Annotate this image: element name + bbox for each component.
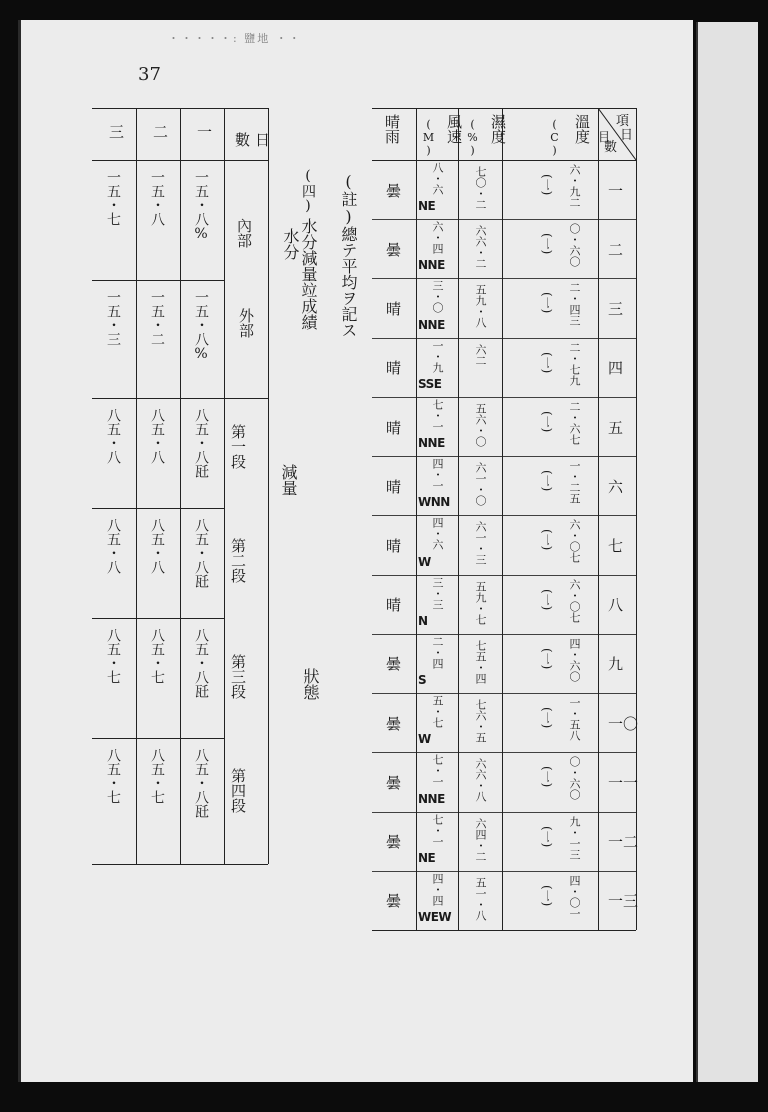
wind-direction: NNE	[418, 258, 445, 273]
wind-direction: NNE	[418, 436, 445, 451]
col-rule	[136, 108, 137, 864]
humidity-value: 七五・四	[474, 639, 487, 684]
temperature-sign: (一)	[540, 884, 554, 907]
row-day: 二	[151, 124, 169, 139]
temperature-value: 六・〇七	[568, 578, 581, 623]
humidity-value: 六二	[474, 343, 487, 366]
temperature-value: 九・一三	[568, 815, 581, 860]
day-label: 七	[608, 537, 624, 555]
group-reduction: 減量	[279, 464, 298, 496]
sub-outer: 外部	[237, 308, 255, 338]
note-averages: (註)總テ平均ヲ記ス	[339, 172, 358, 338]
temperature-value: 四・六〇	[568, 637, 581, 682]
temperature-sign: (一)	[540, 529, 554, 551]
temperature-sign: (一)	[540, 233, 554, 255]
moisture-cell: 一五・三	[105, 290, 121, 346]
col-rule	[224, 108, 225, 864]
corner-left: 數	[604, 140, 618, 155]
wind-direction: W	[418, 732, 431, 747]
table-rule	[92, 398, 224, 399]
row-rule	[372, 930, 636, 931]
table-rule	[372, 160, 636, 161]
humidity-value: 六六・八	[474, 758, 487, 803]
wind-speed: 七・一	[431, 398, 444, 432]
day-label: 一〇	[608, 714, 639, 733]
table-rule	[92, 618, 224, 619]
temperature-value: 二・六七	[568, 400, 581, 445]
humidity-value: 五九・八	[474, 284, 487, 329]
group-moisture: 水分	[281, 228, 300, 260]
table-rule	[92, 738, 224, 739]
weather-value: 曇	[386, 833, 402, 852]
temperature-value: 四・〇一	[568, 874, 581, 919]
group-state: 狀態	[301, 668, 320, 700]
humidity-value: 六一・〇	[474, 462, 487, 507]
temperature-value: 六・九二	[568, 164, 581, 208]
humidity-value: 六六・二	[474, 225, 487, 270]
wind-direction: NE	[418, 850, 436, 865]
header-wind-unit: (M)	[422, 118, 435, 157]
day-label: 一一	[608, 773, 639, 792]
wind-direction: WEW	[418, 910, 452, 924]
row-rule	[372, 515, 636, 516]
humidity-value: 六一・三	[474, 521, 487, 566]
weather-value: 曇	[386, 240, 402, 259]
humidity-value: 七〇・二	[474, 166, 487, 210]
moisture-cell: 八五・八瓩	[193, 748, 209, 818]
weather-value: 晴	[386, 537, 402, 555]
weather-value: 晴	[386, 300, 402, 319]
wind-speed: 四・一	[431, 458, 444, 492]
col-rule	[458, 108, 459, 930]
moisture-cell: 一五・二	[149, 290, 165, 346]
facing-page-edge	[696, 22, 758, 1082]
moisture-cell: 一五・八%	[193, 170, 209, 242]
humidity-value: 七六・五	[474, 699, 487, 744]
temperature-sign: (一)	[540, 351, 554, 374]
day-label: 五	[608, 418, 624, 437]
weather-value: 曇	[386, 181, 402, 200]
corner-mid: 項	[616, 114, 630, 129]
wind-speed: 三・〇	[431, 280, 444, 314]
temperature-sign: (一)	[540, 647, 554, 670]
weather-table	[372, 108, 639, 930]
day-label: 六	[608, 477, 624, 496]
col-rule	[598, 108, 599, 930]
moisture-cell: 八五・八	[149, 518, 165, 574]
row-rule	[372, 812, 636, 813]
moisture-cell: 八五・七	[105, 628, 121, 684]
temperature-value: 一・二五	[568, 460, 581, 505]
day-label: 八	[608, 596, 624, 615]
moisture-cell: 八五・七	[105, 748, 121, 804]
wind-speed: 八・六	[431, 162, 444, 195]
row-rule	[372, 278, 636, 279]
wind-direction: NNE	[418, 791, 445, 806]
row-day: 一	[195, 124, 213, 139]
section-number: (四)	[300, 168, 316, 214]
wind-speed: 三・三	[431, 576, 444, 610]
temperature-sign: (一)	[540, 825, 554, 847]
moisture-cell: 八五・八	[149, 408, 165, 464]
header-temperature-unit: (C)	[548, 118, 561, 157]
col-rule	[502, 108, 503, 930]
moisture-cell: 八五・七	[149, 628, 165, 684]
sub-stage3: 第三段	[229, 654, 247, 699]
temperature-sign: (一)	[540, 707, 554, 729]
sub-inner: 內部	[235, 218, 253, 248]
row-rule	[372, 219, 636, 220]
corner-diagonal	[598, 108, 636, 160]
temperature-sign: (一)	[540, 174, 554, 196]
wind-speed: 六・四	[431, 221, 444, 255]
table-rule	[92, 280, 224, 281]
sub-stage2: 第二段	[229, 538, 247, 583]
weather-value: 晴	[386, 359, 402, 378]
day-label: 三	[608, 300, 624, 319]
wind-speed: 四・四	[431, 872, 444, 906]
row-rule	[372, 634, 636, 635]
humidity-value: 五六・〇	[474, 402, 487, 447]
day-label: 一二	[608, 833, 639, 852]
row-rule	[372, 397, 636, 398]
page-number: 37	[138, 64, 161, 85]
moisture-cell: 一五・八%	[193, 290, 209, 362]
weather-value: 晴	[386, 596, 402, 615]
header-wind: 風速	[445, 114, 463, 144]
row-rule	[372, 871, 636, 872]
moisture-cell: 八五・七	[149, 748, 165, 804]
wind-direction: NNE	[418, 317, 445, 332]
temperature-value: 二・四三	[568, 282, 581, 327]
wind-direction: S	[418, 673, 427, 688]
wind-direction: NE	[418, 199, 436, 214]
moisture-cell: 八五・八瓩	[193, 408, 209, 478]
wind-direction: W	[418, 554, 431, 569]
corner-top: 日	[620, 128, 634, 143]
weather-value: 晴	[386, 477, 402, 496]
temperature-sign: (一)	[540, 766, 554, 788]
day-label: 四	[608, 359, 624, 378]
wind-speed: 四・六	[431, 517, 444, 551]
moisture-cell: 八五・八瓩	[193, 518, 209, 588]
weather-value: 曇	[386, 773, 402, 792]
temperature-sign: (一)	[540, 588, 554, 610]
table-rule	[372, 108, 636, 109]
weather-value: 曇	[386, 714, 402, 733]
moisture-cell: 八五・八	[105, 518, 121, 574]
temperature-sign: (一)	[540, 410, 554, 433]
header-weather: 晴雨	[383, 114, 401, 144]
row-day: 三	[107, 124, 125, 139]
header-day: 日	[253, 132, 271, 147]
row-rule	[372, 752, 636, 753]
col-rule	[180, 108, 181, 864]
header-temperature: 溫度	[573, 114, 591, 144]
sub-stage4: 第四段	[229, 768, 247, 813]
day-label: 一三	[608, 892, 639, 911]
day-label: 一	[608, 181, 624, 200]
wind-speed: 二・四	[431, 635, 444, 669]
humidity-value: 五一・八	[474, 876, 487, 921]
temperature-value: 二・七九	[568, 341, 581, 386]
wind-speed: 七・一	[431, 813, 444, 847]
wind-direction: N	[418, 613, 428, 628]
table-rule	[92, 864, 268, 865]
moisture-cell: 一五・七	[105, 170, 121, 226]
wind-direction: SSE	[418, 376, 442, 391]
col-rule	[416, 108, 417, 930]
row-rule	[372, 456, 636, 457]
moisture-cell: 一五・八	[149, 170, 165, 226]
header-humidity: 濕度	[489, 114, 507, 144]
temperature-value: 〇・六〇	[568, 223, 581, 268]
row-rule	[372, 575, 636, 576]
temperature-value: 六・〇七	[568, 519, 581, 564]
table-rule	[92, 508, 224, 509]
temperature-value: 〇・六〇	[568, 756, 581, 801]
wind-speed: 七・一	[431, 754, 444, 788]
running-head: ・・・・・: 鹽地 ・・	[168, 32, 302, 45]
weather-value: 曇	[386, 655, 402, 674]
day-label: 九	[608, 655, 624, 674]
humidity-value: 六四・二	[474, 817, 487, 862]
row-rule	[372, 338, 636, 339]
day-label: 二	[608, 240, 624, 259]
header-humidity-unit: (%)	[466, 118, 479, 157]
temperature-sign: (一)	[540, 470, 554, 492]
temperature-value: 一・五八	[568, 697, 581, 742]
wind-speed: 一・九	[431, 339, 444, 373]
section-title: 水分減量竝成績	[299, 218, 318, 330]
header-day2: 數	[233, 132, 251, 147]
table-rule	[92, 160, 224, 161]
col-rule	[636, 108, 637, 930]
corner-bottom: 目	[598, 130, 611, 144]
humidity-value: 五九・七	[474, 580, 487, 625]
weather-value: 曇	[386, 892, 402, 911]
row-rule	[372, 693, 636, 694]
wind-speed: 五・七	[431, 695, 444, 729]
sub-stage1: 第一段	[229, 424, 247, 469]
weather-value: 晴	[386, 418, 402, 437]
wind-direction: WNN	[418, 495, 450, 510]
moisture-cell: 八五・八	[105, 408, 121, 464]
temperature-sign: (一)	[540, 292, 554, 314]
moisture-cell: 八五・八瓩	[193, 628, 209, 698]
